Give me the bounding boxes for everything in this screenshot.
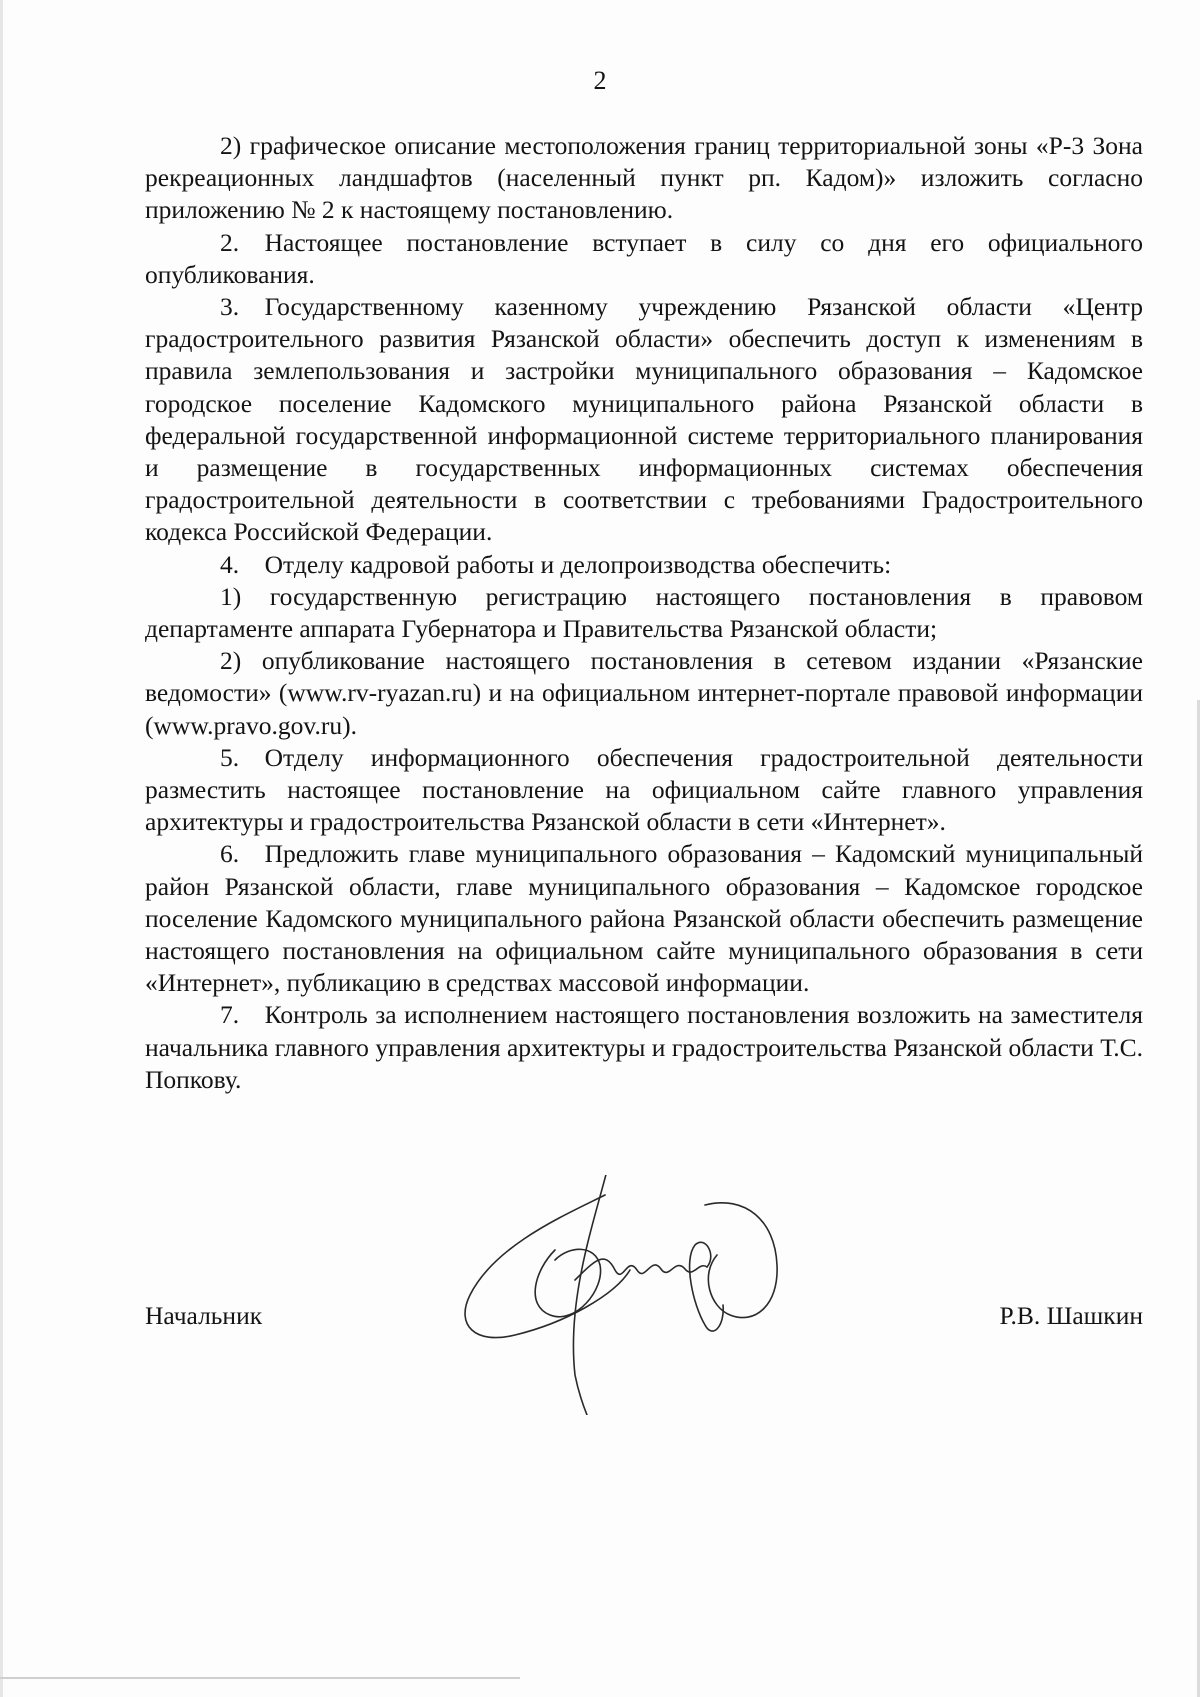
signatory-name: Р.В. Шашкин xyxy=(999,1301,1143,1330)
page-number: 2 xyxy=(593,66,607,95)
paragraph-4-2-publication: 2) опубликование настоящего постановления в сетевом издании «Рязанские ведомости» (www.rv-ryazan.ru) и на официальном интернет-портале правовой информации (www.pravo.gov.ru). xyxy=(145,646,1143,740)
handwritten-signature xyxy=(455,1175,855,1415)
paragraph-3-access-provision: 3. Государственному казенному учреждению Рязанской области «Центр градостроительного развития Рязанской области» обеспечить доступ к изменениям в правила землепользования и застройки муниципального образования – Кадомское городское поселение Кадомского муниципального района Рязанской области в федеральной государственной информационной системе территориального планирования и размещение в государственных информационных системах обеспечения градостроительной деятельности в соответствии с требованиями Градостроительного кодекса Российской Федерации. xyxy=(145,292,1143,547)
paragraph-1-2-graphic-description: 2) графическое описание местоположения границ территориальной зоны «Р-3 Зона рекреационных ландшафтов (населенный пункт рп. Кадом)» изложить согласно приложению № 2 к настоящему постановлению. xyxy=(145,131,1143,225)
signature-block xyxy=(145,1300,1143,1340)
paragraph-2-effective-date: 2. Настоящее постановление вступает в силу со дня его официального опубликования. xyxy=(145,227,1143,289)
paragraph-4-1-registration: 1) государственную регистрацию настоящего постановления в правовом департаменте аппарата Губернатора и Правительства Рязанской области; xyxy=(145,581,1143,644)
signatory-title: Начальник xyxy=(145,1301,263,1330)
document-body xyxy=(145,130,1143,1096)
paragraph-6-municipal-heads: 6. Предложить главе муниципального образования – Кадомский муниципальный район Рязанской области, главе муниципального образования – Кадомское городское поселение Кадомского муниципального района Рязанской области обеспечить размещение настоящего постановления на официальном сайте муниципального образования в сети «Интернет», публикацию в средствах массовой информации. xyxy=(145,839,1143,998)
paragraph-7-control: 7. Контроль за исполнением настоящего постановления возложить на заместителя начальника главного управления архитектуры и градостроительства Рязанской области Т.С. Попкову. xyxy=(145,1000,1143,1094)
paragraph-5-info-department: 5. Отделу информационного обеспечения градостроительной деятельности разместить настоящее постановление на официальном сайте главного управления архитектуры и градостроительства Рязанской области в сети «Интернет». xyxy=(145,742,1143,837)
scan-bottom-edge xyxy=(0,1677,520,1679)
scan-left-edge xyxy=(0,0,3,1697)
paragraph-4-hr-department: 4. Отделу кадровой работы и делопроизводства обеспечить: xyxy=(220,549,892,579)
